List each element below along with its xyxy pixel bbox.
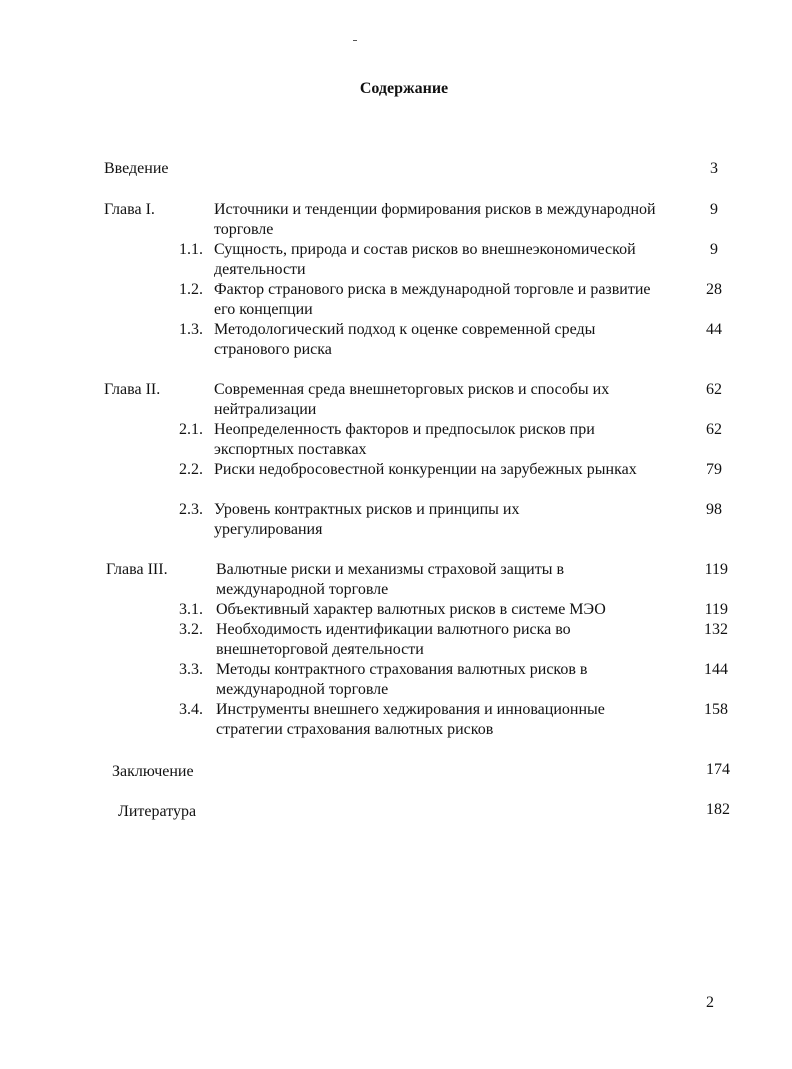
section-number: 1.3. [179,321,203,338]
chapter-page: 9 [710,201,718,218]
chapter-label: Глава III. [106,561,168,578]
section-title: Сущность, природа и состав рисков во внешнеэкономической деятельности [214,241,636,278]
section-page: 119 [704,601,728,618]
section-title: Риски недобросовестной конкуренции на зарубежных рынках [214,461,637,478]
chapter-title: Современная среда внешнеторговых рисков и способы их нейтрализации [214,381,610,418]
section-page: 98 [706,501,722,518]
section-number: 2.1. [179,421,203,438]
section-title: Неопределенность факторов и предпосылок рисков при экспортных поставках [214,421,595,458]
section-number: 3.2. [179,621,203,638]
section-title: Уровень контрактных рисков и принципы их урегулирования [214,501,520,538]
section-number: 1.2. [179,281,203,298]
page-title: Содержание [359,80,449,97]
toc-intro-label: Введение [104,160,169,177]
toc-conclusion-page: 174 [706,761,730,778]
chapter-title: Источники и тенденции формирования рисков в международной торговле [214,201,656,238]
section-number: 3.4. [179,701,203,718]
section-page: 62 [706,421,722,438]
section-number: 3.3. [179,661,203,678]
toc-literature-page: 182 [706,801,730,818]
toc-intro-page: 3 [710,160,718,177]
section-page: 158 [704,701,728,718]
section-title: Объективный характер валютных рисков в системе МЭО [216,601,606,618]
section-page: 79 [706,461,722,478]
section-title: Фактор странового риска в международной торговле и развитие его концепции [214,281,651,318]
chapter-label: Глава II. [104,381,161,398]
section-title: Методологический подход к оценке современной среды странового риска [214,321,596,358]
chapter-page: 62 [706,381,722,398]
scan-speck [353,40,357,41]
page-number: 2 [706,994,714,1011]
chapter-page: 119 [704,561,728,578]
section-title: Инструменты внешнего хеджирования и инновационные стратегии страхования валютных рисков [216,701,605,738]
chapter-label: Глава I. [104,201,155,218]
section-page: 44 [706,321,722,338]
section-number: 1.1. [179,241,203,258]
section-page: 9 [710,241,718,258]
section-number: 2.3. [179,501,203,518]
section-page: 28 [706,281,722,298]
section-title: Методы контрактного страхования валютных рисков в международной торговле [216,661,588,698]
chapter-title: Валютные риски и механизмы страховой защиты в международной торговле [216,561,564,598]
section-page: 132 [704,621,728,638]
section-number: 3.1. [179,601,203,618]
section-number: 2.2. [179,461,203,478]
section-title: Необходимость идентификации валютного риска во внешнеторговой деятельности [216,621,571,658]
toc-conclusion-label: Заключение [112,763,194,780]
section-page: 144 [704,661,728,678]
toc-literature-label: Литература [118,803,197,820]
